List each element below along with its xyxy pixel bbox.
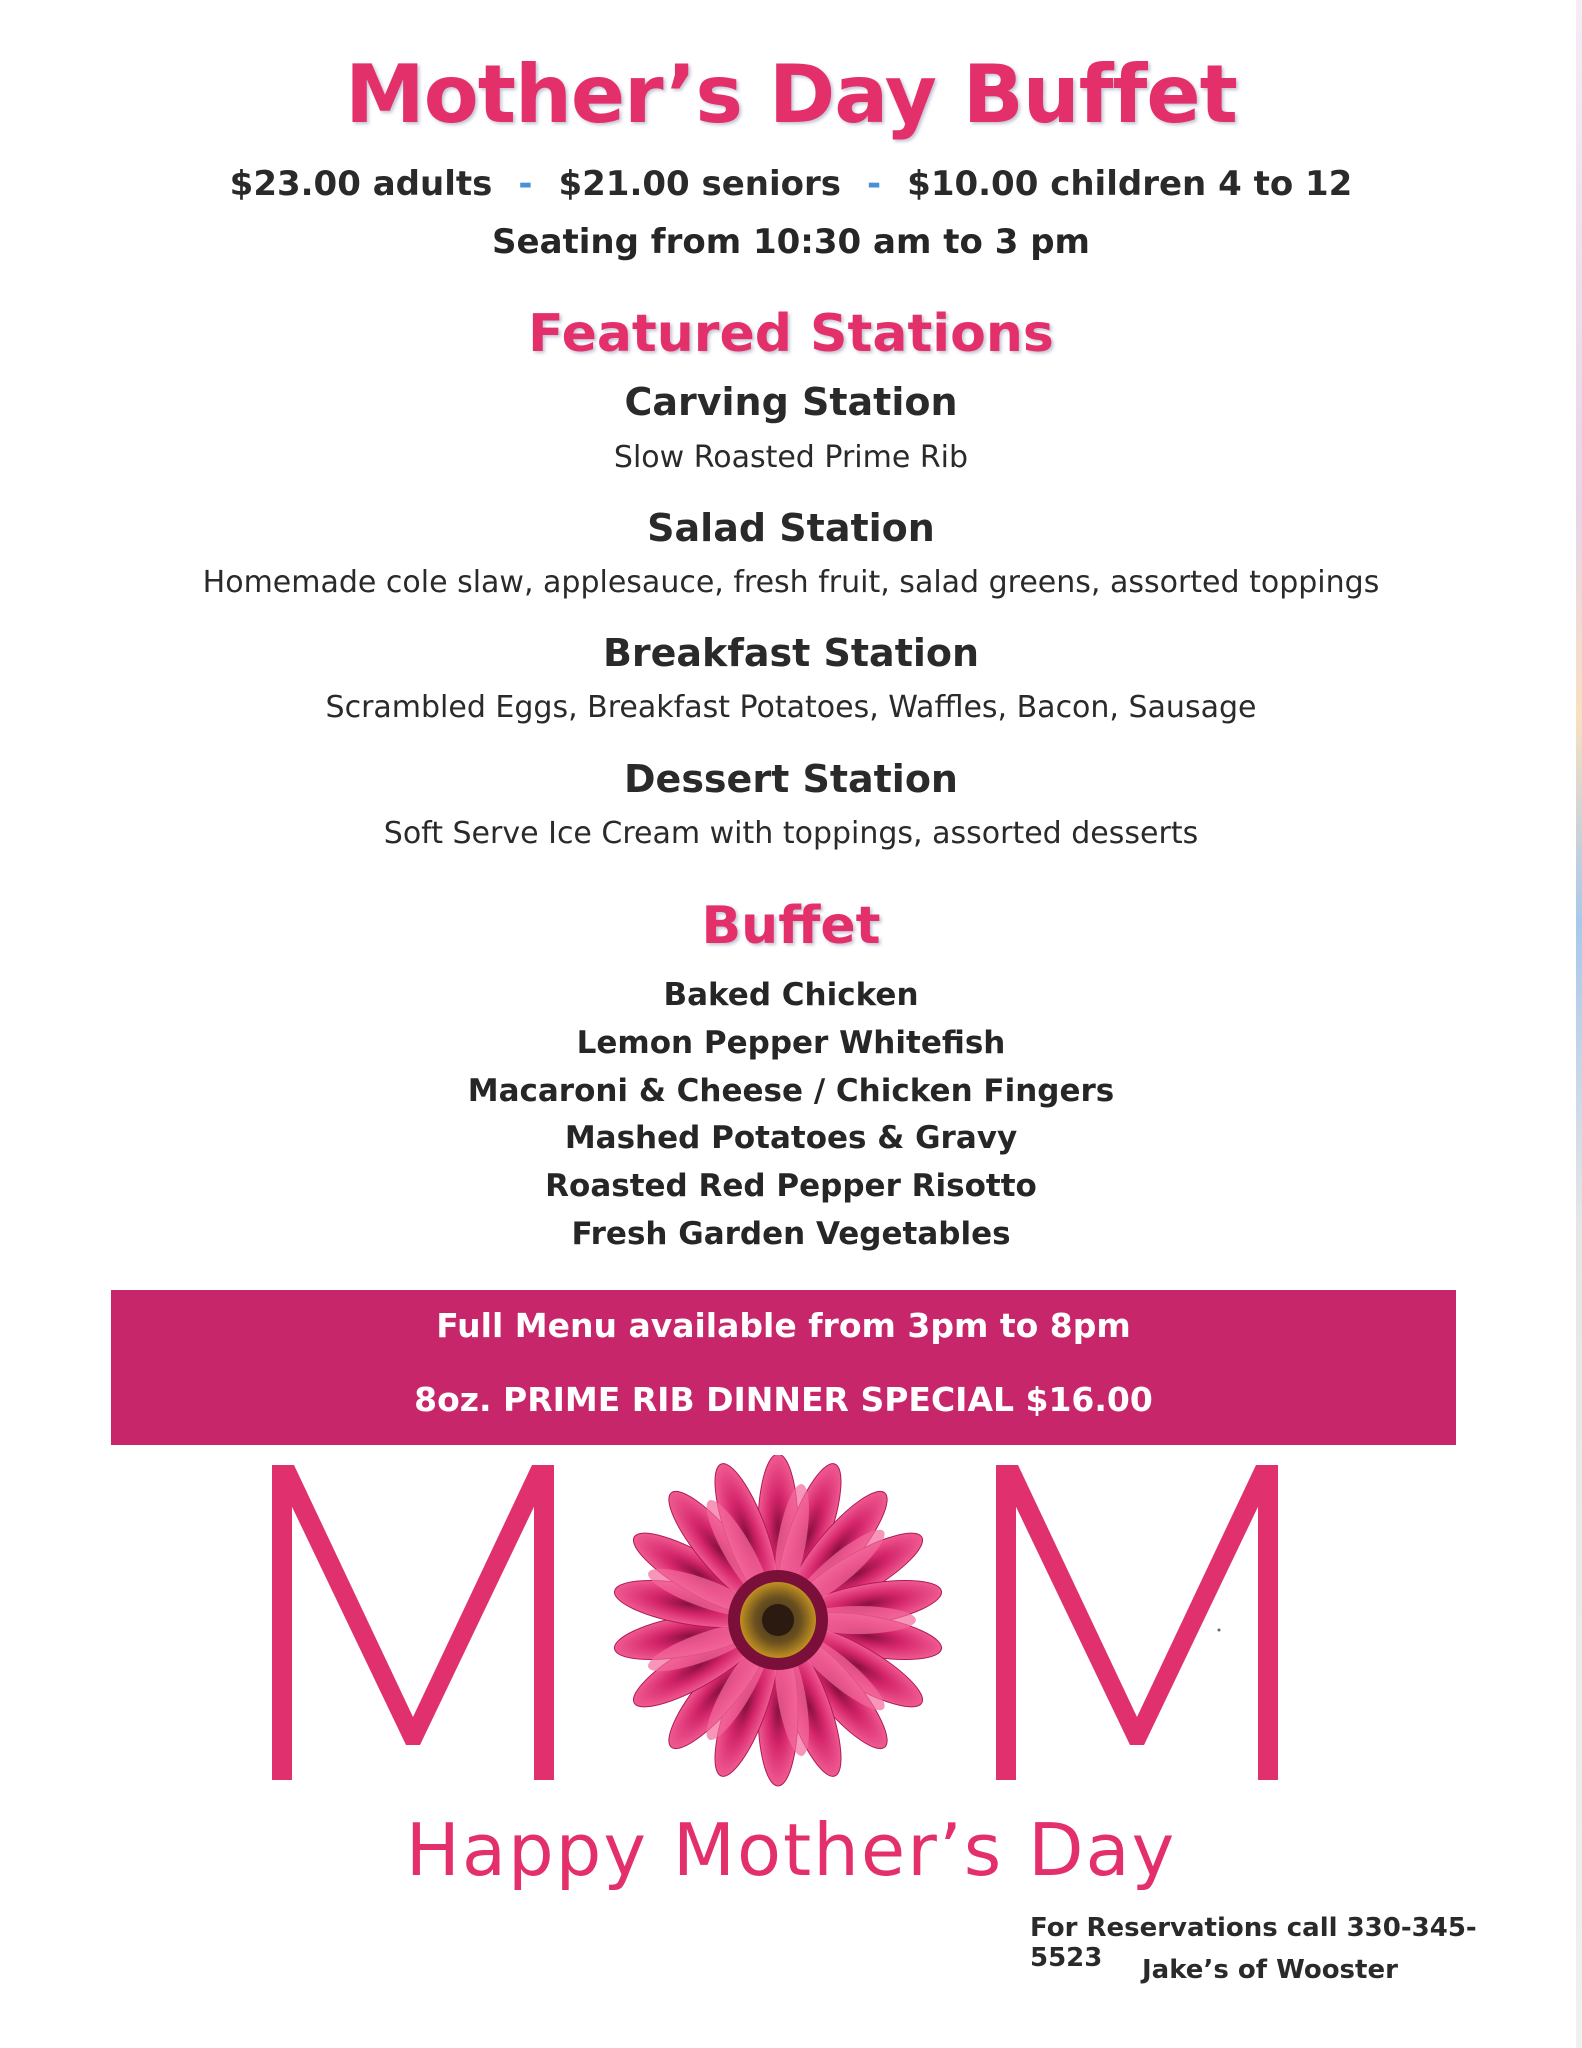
mom-graphic (0, 1455, 1582, 1795)
seating-hours: Seating from 10:30 am to 3 pm (492, 222, 1090, 262)
page-title: Mother’s Day Buffet (345, 48, 1237, 141)
station-title: Breakfast Station (602, 631, 980, 675)
buffet-item: Lemon Pepper Whitefish (576, 1024, 1006, 1061)
buffet-item: Mashed Potatoes & Gravy (564, 1120, 1018, 1157)
price-separator: - (867, 164, 882, 204)
buffet-item: Macaroni & Cheese / Chicken Fingers (467, 1072, 1115, 1109)
buffet-item-list (0, 972, 1582, 1259)
restaurant-name: Jake’s of Wooster (1142, 1955, 1398, 1985)
buffet-item: Roasted Red Pepper Risotto (545, 1168, 1037, 1205)
buffet-heading: Buffet (701, 896, 881, 956)
letter-m-right (996, 1465, 1278, 1780)
letter-m-left (272, 1465, 554, 1780)
station-title: Carving Station (624, 380, 958, 424)
scan-edge (1576, 0, 1582, 2048)
buffet-item: Baked Chicken (663, 977, 919, 1013)
happy-mothers-day-greeting: Happy Mother’s Day (405, 1808, 1177, 1892)
full-menu-banner (111, 1290, 1456, 1445)
reservations-phone: For Reservations call 330-345-5523 (1030, 1913, 1477, 1973)
daisy-flower-icon (611, 1455, 945, 1786)
station-description: Scrambled Eggs, Breakfast Potatoes, Waffles, Bacon, Sausage (325, 690, 1257, 725)
station-description: Slow Roasted Prime Rib (613, 440, 969, 475)
price-adults: $23.00 adults (229, 164, 493, 204)
station-title: Dessert Station (624, 757, 958, 801)
station-description: Homemade cole slaw, applesauce, fresh fruit, salad greens, assorted toppings (202, 565, 1380, 600)
featured-stations-heading: Featured Stations (528, 304, 1054, 364)
price-line (0, 164, 1582, 204)
station-title: Salad Station (647, 506, 935, 550)
station-description: Soft Serve Ice Cream with toppings, assorted desserts (383, 816, 1199, 851)
full-menu-hours: Full Menu available from 3pm to 8pm (436, 1306, 1131, 1345)
price-separator: - (518, 164, 533, 204)
prime-rib-special: 8oz. PRIME RIB DINNER SPECIAL $16.00 (414, 1380, 1153, 1419)
buffet-item: Fresh Garden Vegetables (571, 1215, 1011, 1252)
price-seniors: $21.00 seniors (558, 164, 842, 204)
price-children: $10.00 children 4 to 12 (907, 164, 1353, 204)
